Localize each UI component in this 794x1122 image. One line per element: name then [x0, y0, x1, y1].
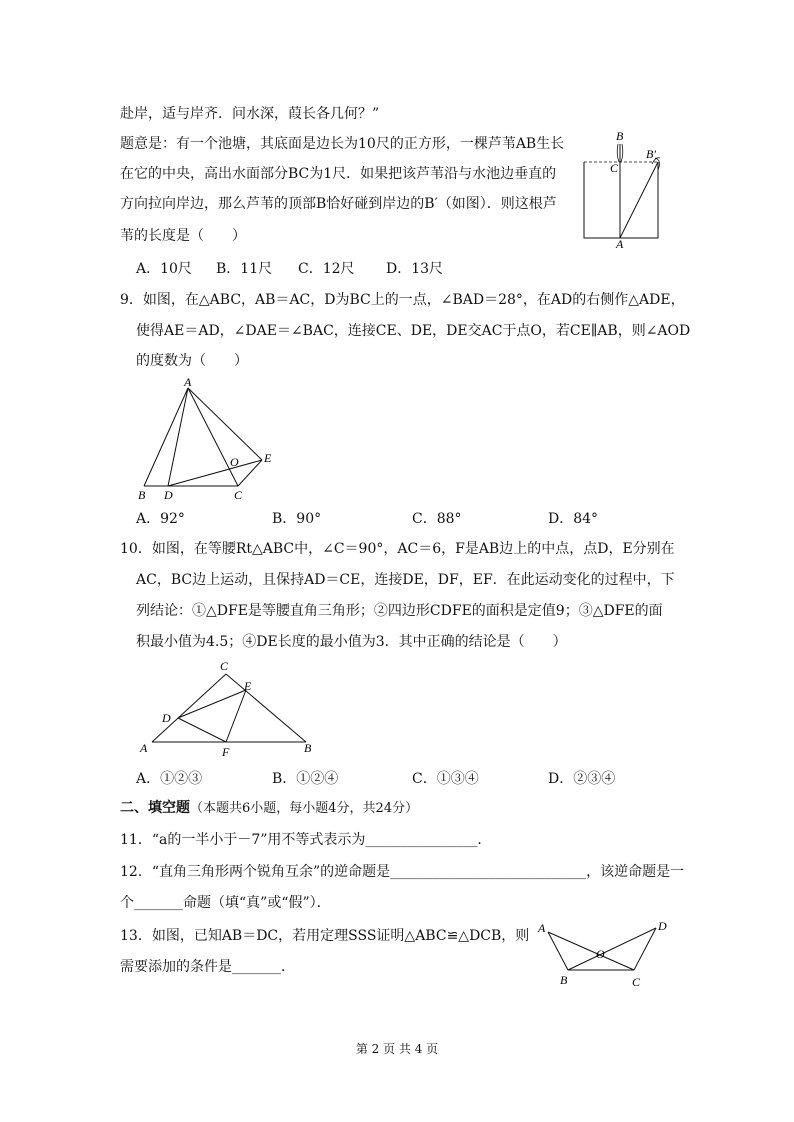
q10-label-d: D — [162, 711, 171, 725]
q8-option-b: B．11尺 — [216, 261, 273, 277]
q8-option-c: C．12尺 — [298, 261, 355, 277]
q8-figure-pond — [578, 128, 668, 252]
q10-label-e: E — [244, 679, 252, 693]
q9-option-b: B．90° — [272, 511, 322, 527]
q10-option-b: B．①②④ — [272, 771, 339, 787]
q8-line-4: 方向拉向岸边，那么芦苇的顶部B恰好碰到岸边的B′（如图）．则这根芦 — [120, 196, 557, 212]
q10-option-c: C．①③④ — [412, 771, 479, 787]
q13-label-b: B — [560, 973, 568, 987]
q13-label-a: A — [538, 921, 546, 935]
q8-line-5: 苇的长度是（ ） — [120, 228, 246, 244]
q10-line-2: AC，BC边上运动，且保持AD＝CE，连接DE，DF，EF．在此运动变化的过程中，下 — [136, 572, 675, 588]
q9-label-c: C — [234, 488, 243, 502]
q9-label-o: O — [230, 455, 239, 469]
q11-text: 11．“a的一半小于－7”用不等式表示为________________． — [120, 832, 492, 848]
section-2-note: （本题共6小题，每小题4分，共24分） — [190, 801, 419, 816]
q9-label-b: B — [138, 488, 146, 502]
q8-option-a: A．10尺 — [136, 261, 192, 277]
q10-line-4: 积最小值为4.5；④DE长度的最小值为3．其中正确的结论是（ ） — [136, 634, 567, 650]
q8-line-2: 题意是：有一个池塘，其底面是边长为10尺的正方形，一棵芦苇AB生长 — [120, 136, 565, 152]
section-2-title: 二、填空题 — [120, 800, 190, 816]
q9-label-d: D — [164, 488, 173, 502]
q9-line-3: 的度数为（ ） — [136, 353, 248, 369]
q8-label-c: C — [610, 161, 619, 175]
page-footer: 第 2 页 共 4 页 — [355, 1042, 439, 1056]
q9-line-1: 9．如图，在△ABC，AB＝AC，D为BC上的一点，∠BAD＝28°，在AD的右侧作△ADE， — [120, 292, 685, 308]
q10-label-f: F — [222, 745, 230, 759]
section-2-heading — [120, 798, 418, 819]
q9-option-a: A．92° — [136, 511, 185, 527]
q12-line-1: 12．“直角三角形两个锐角互余”的逆命题是____________________________，该逆命题是一 — [120, 864, 685, 880]
q10-label-b: B — [304, 741, 312, 755]
q9-option-d: D．84° — [548, 511, 599, 527]
q13-label-d: D — [658, 919, 667, 933]
q8-label-b-prime: B′ — [646, 147, 656, 161]
q13-label-c: C — [632, 975, 641, 989]
q10-line-3: 列结论：①△DFE是等腰直角三角形；②四边形CDFE的面积是定值9；③△DFE的面 — [136, 603, 663, 619]
q13-figure-bowtie — [532, 914, 682, 994]
q8-option-d: D．13尺 — [386, 261, 444, 277]
q9-label-e: E — [264, 451, 272, 465]
q10-label-c: C — [220, 659, 229, 673]
q9-line-2: 使得AE＝AD，∠DAE＝∠BAC，连接CE、DE，DE交AC于点O，若CE∥AB，则∠AOD — [136, 323, 691, 339]
q10-option-a: A．①②③ — [136, 771, 203, 787]
q10-line-1: 10．如图，在等腰Rt△ABC中，∠C＝90°，AC＝6，F是AB边上的中点，点D，E分别在 — [120, 541, 675, 557]
q13-label-o: O — [596, 947, 605, 961]
q13-line-1: 13．如图，已知AB＝DC，若用定理SSS证明△ABC≌△DCB，则 — [120, 928, 530, 944]
q8-line-1: 赴岸，适与岸齐．问水深，葭长各几何？” — [120, 106, 380, 122]
q10-figure-triangle — [134, 656, 324, 762]
q8-line-3: 在它的中央，高出水面部分BC为1尺．如果把该芦苇沿与水池边垂直的 — [120, 166, 557, 182]
q12-line-2: 个_______命题（填“真”或“假”）． — [120, 895, 331, 911]
q13-line-2: 需要添加的条件是_______． — [120, 959, 295, 975]
q8-label-b: B — [616, 129, 624, 143]
q9-option-c: C．88° — [412, 511, 462, 527]
q8-label-a: A — [616, 237, 624, 251]
q9-figure-triangles — [132, 374, 282, 504]
q10-option-d: D．②③④ — [548, 771, 616, 787]
q10-label-a: A — [140, 741, 148, 755]
q9-label-a: A — [184, 375, 192, 389]
